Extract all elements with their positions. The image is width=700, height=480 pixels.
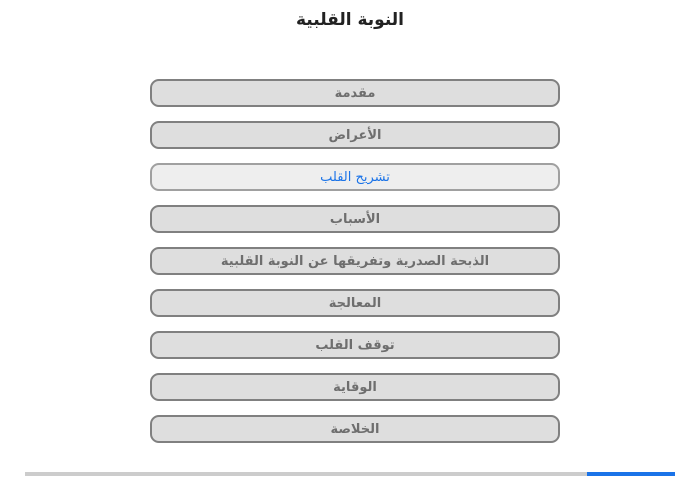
menu-item-symptoms[interactable]: الأعراض [150,121,560,149]
menu-item-introduction[interactable]: مقدمة [150,79,560,107]
menu-item-angina[interactable]: الذبحة الصدرية وتفريقها عن النوبة القلبية [150,247,560,275]
progress-bar [25,472,675,476]
menu-item-cardiac-arrest[interactable]: توقف القلب [150,331,560,359]
menu-item-treatment[interactable]: المعالجة [150,289,560,317]
progress-bar-fill [587,472,675,476]
page-title: النوبة القلبية [296,10,404,30]
menu-item-heart-anatomy[interactable]: تشريح القلب [150,163,560,191]
menu-item-summary[interactable]: الخلاصة [150,415,560,443]
chapter-menu [150,79,560,457]
menu-item-prevention[interactable]: الوقاية [150,373,560,401]
menu-item-causes[interactable]: الأسباب [150,205,560,233]
